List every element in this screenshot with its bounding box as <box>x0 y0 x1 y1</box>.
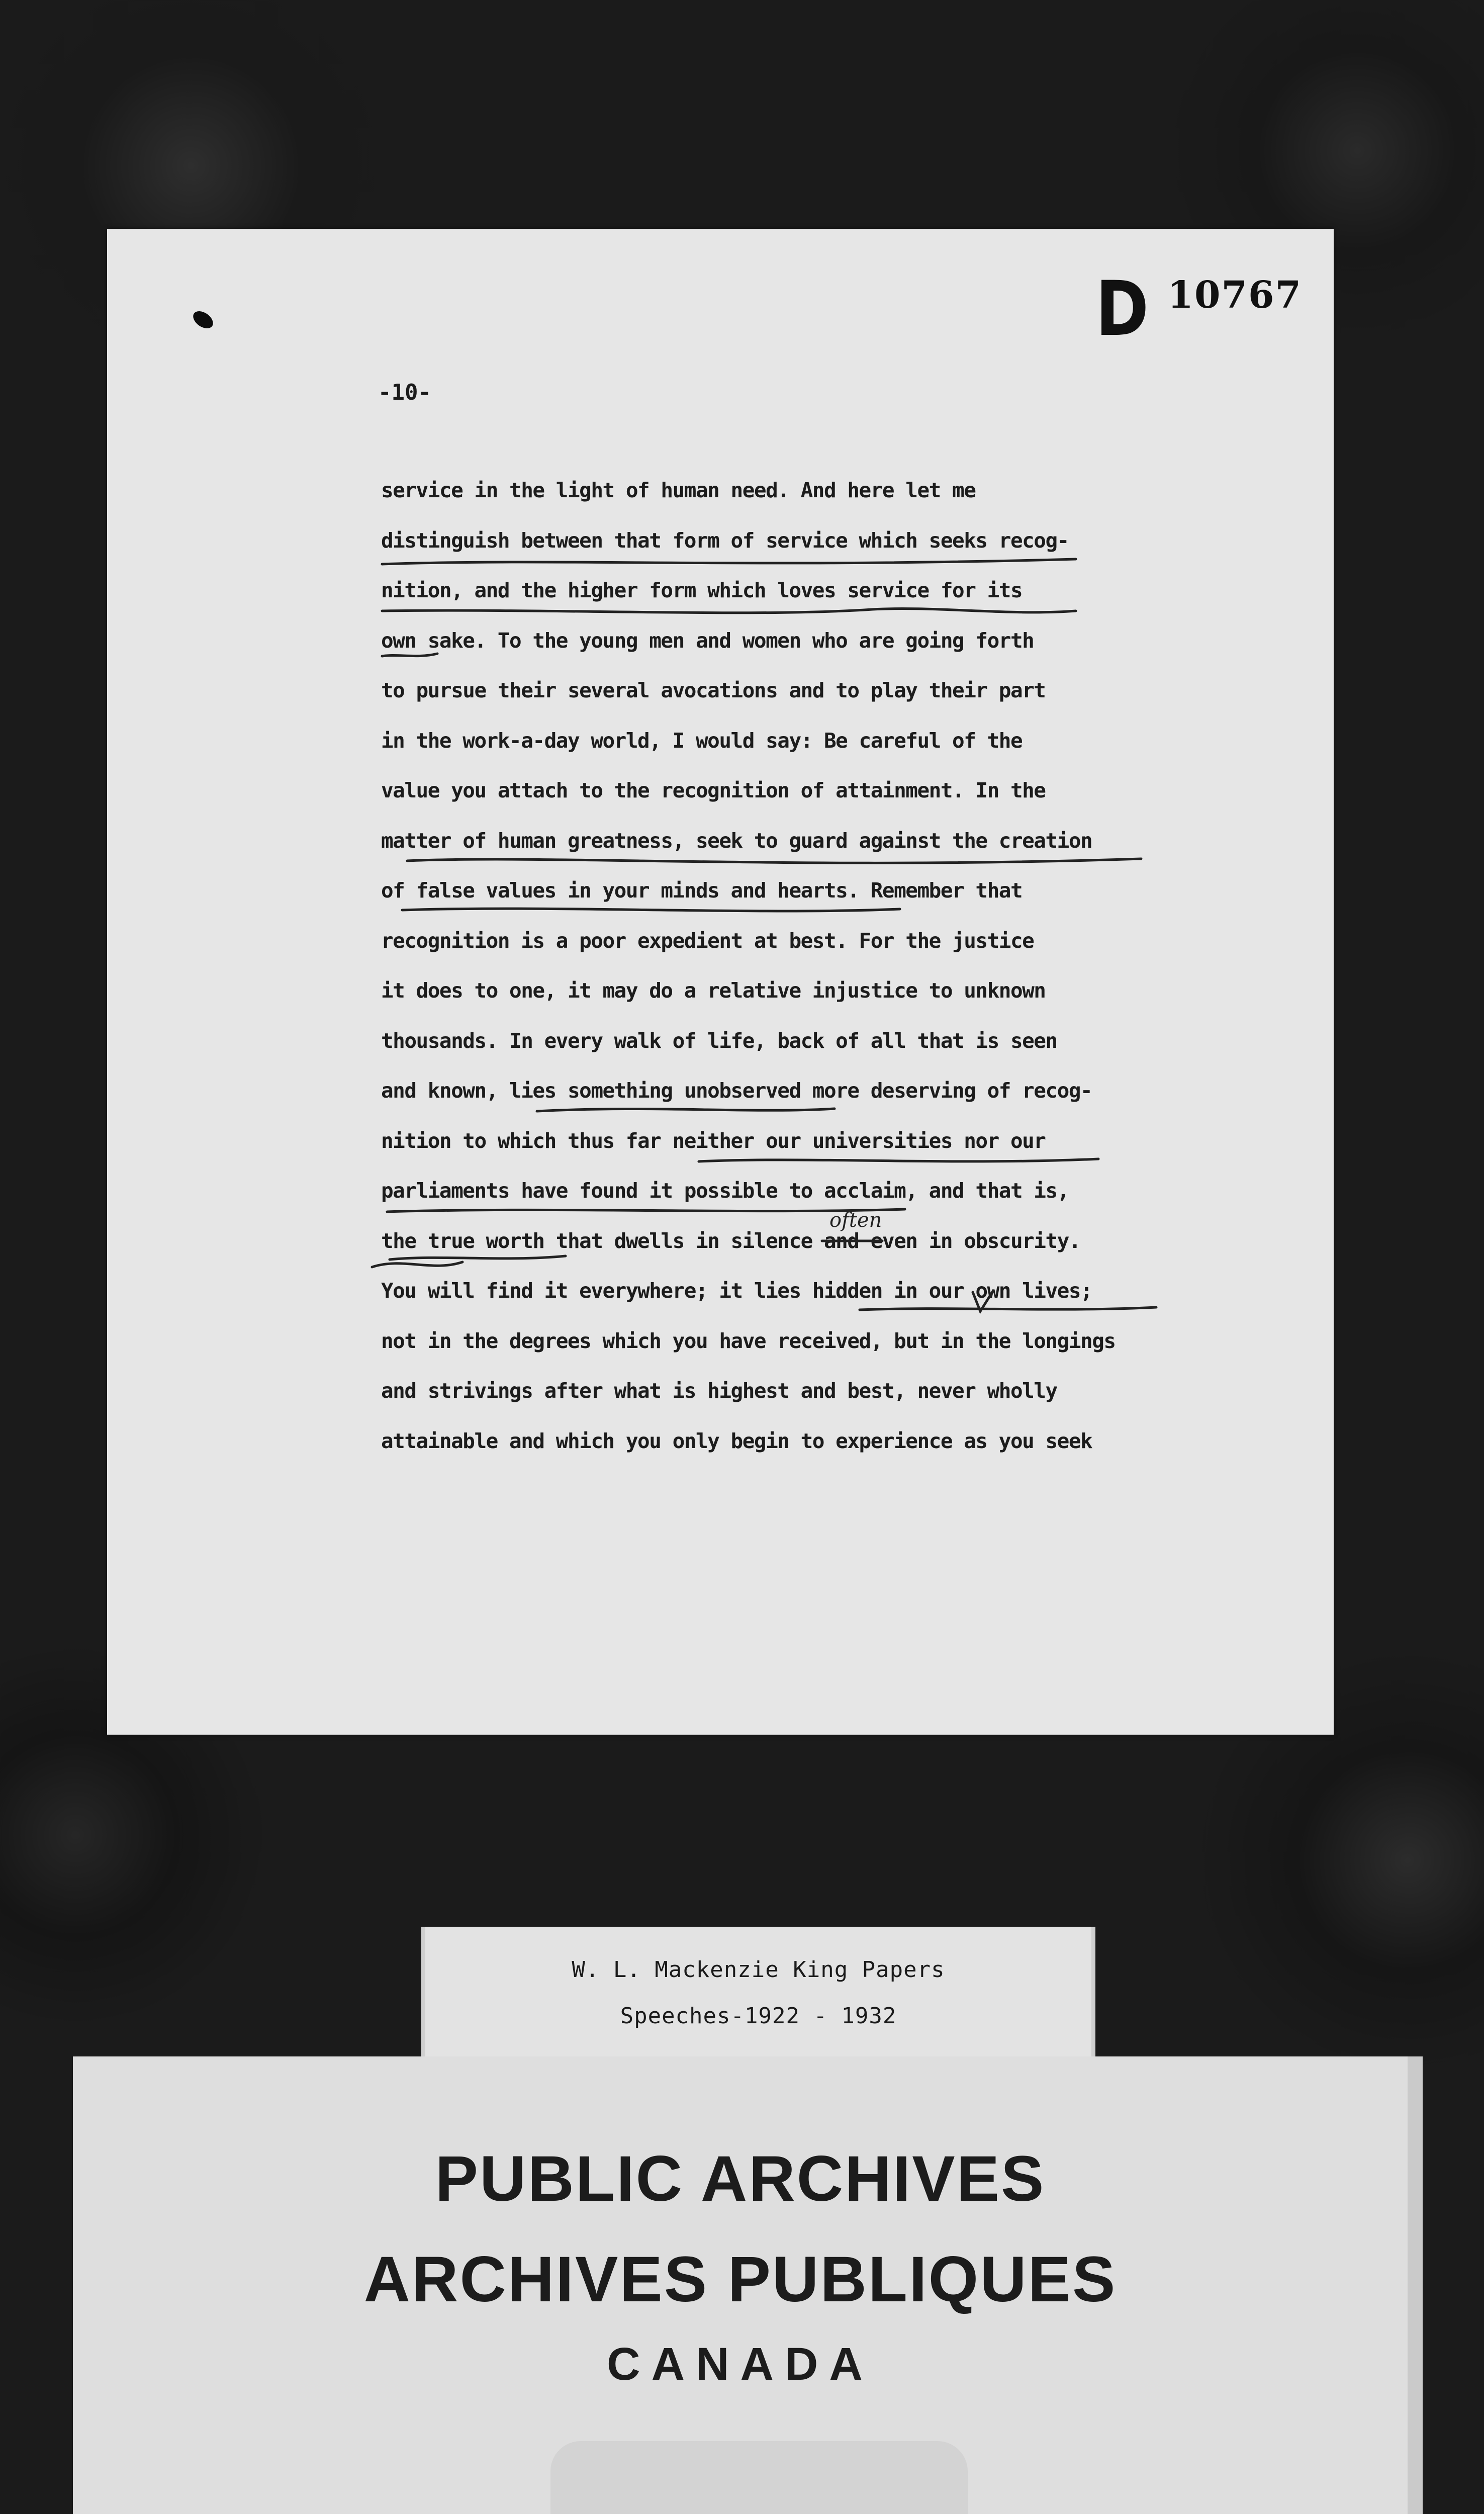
tape-strip <box>550 2441 968 2514</box>
text-line: recognition is a poor expedient at best. For the justice <box>381 928 1034 953</box>
text-line: own sake. To the young men and women who are going forth <box>381 628 1034 653</box>
document-stamp <box>1091 265 1302 353</box>
text-line: nition to which thus far neither our universities nor our <box>381 1128 1046 1153</box>
text-line: the true worth that dwells in silence and even in obscurity. <box>381 1228 1081 1253</box>
collection-label <box>421 1927 1095 2058</box>
archives-title-french: ARCHIVES PUBLIQUES <box>363 2243 1117 2315</box>
collection-name: W. L. Mackenzie King Papers <box>572 1957 945 1983</box>
text-line: attainable and which you only begin to experience as you seek <box>381 1428 1092 1453</box>
text-line: of false values in your minds and hearts. Remember that <box>381 878 1023 903</box>
text-line: in the work-a-day world, I would say: Be careful of the <box>381 728 1023 753</box>
text-line: and known, lies something unobserved more deserving of recog- <box>381 1079 1092 1103</box>
text-line: and strivings after what is highest and best, never wholly <box>381 1379 1057 1403</box>
text-line: nition, and the higher form which loves service for its <box>381 578 1023 602</box>
archives-country: CANADA <box>607 2339 874 2390</box>
handwritten-insertion-text: often <box>829 1209 882 1232</box>
stamp-number: 10767 <box>1167 274 1302 317</box>
text-line: to pursue their several avocations and to play their part <box>381 678 1046 702</box>
stamp-letter: D <box>1095 265 1149 353</box>
page-number: -10- <box>378 380 431 405</box>
text-line: parliaments have found it possible to acclaim, and that is, <box>381 1179 1069 1203</box>
text-line: thousands. In every walk of life, back of all that is seen <box>381 1028 1057 1053</box>
collection-series: Speeches-1922 - 1932 <box>620 2003 897 2029</box>
archives-title-english: PUBLIC ARCHIVES <box>435 2143 1046 2215</box>
text-line: not in the degrees which you have received, but in the longings <box>381 1328 1116 1353</box>
text-line: it does to one, it may do a relative injustice to unknown <box>381 978 1046 1003</box>
text-line: matter of human greatness, seek to guard against the creation <box>381 828 1092 853</box>
typed-body-text <box>381 475 1205 1476</box>
text-line: service in the light of human need. And here let me <box>381 478 976 502</box>
text-line: You will find it everywhere; it lies hidden in our own lives; <box>381 1279 1092 1303</box>
text-line: value you attach to the recognition of attainment. In the <box>381 778 1046 802</box>
text-line: distinguish between that form of service which seeks recog- <box>381 528 1069 553</box>
